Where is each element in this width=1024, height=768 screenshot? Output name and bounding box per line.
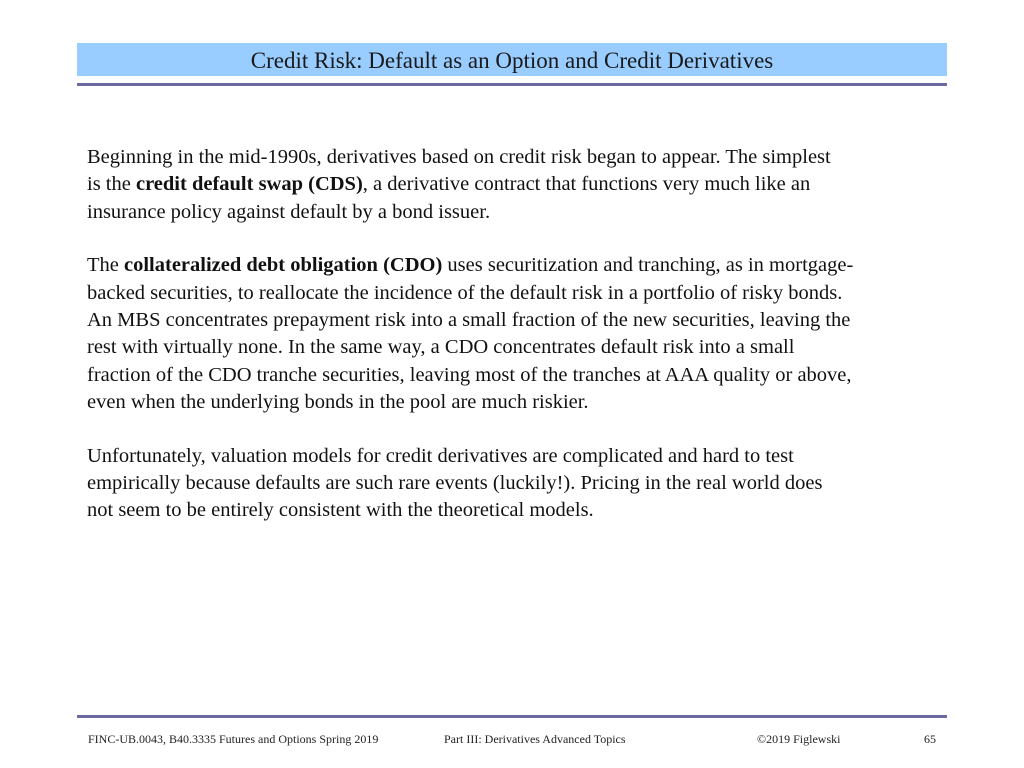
text-line: Unfortunately, valuation models for credit derivatives are complicated and hard to test bbox=[87, 444, 794, 467]
slide-title-bar bbox=[77, 43, 947, 76]
text-line: backed securities, to reallocate the incidence of the default risk in a portfolio of risky bonds. bbox=[87, 281, 843, 304]
footer-course: FINC-UB.0043, B40.3335 Futures and Options Spring 2019 bbox=[88, 732, 379, 746]
text-line: Beginning in the mid-1990s, derivatives based on credit risk began to appear. The simplest bbox=[87, 146, 831, 168]
text-line: rest with virtually none. In the same way, a CDO concentrates default risk into a small bbox=[87, 336, 795, 359]
slide-title: Credit Risk: Default as an Option and Credit Derivatives bbox=[250, 47, 774, 73]
paragraph-cdo bbox=[87, 252, 947, 416]
text-line: empirically because defaults are such rare events (luckily!). Pricing in the real world does bbox=[87, 472, 823, 495]
text-line: even when the underlying bonds in the pool are much riskier. bbox=[87, 391, 589, 414]
term-cdo: collateralized debt obligation (CDO) bbox=[124, 254, 443, 277]
footer-divider bbox=[77, 715, 947, 718]
term-cds: credit default swap (CDS) bbox=[135, 173, 363, 196]
slide-body bbox=[87, 144, 947, 551]
paragraph-valuation bbox=[87, 443, 947, 525]
text-line: insurance policy against default by a bond issuer. bbox=[87, 200, 491, 223]
footer-page-number: 65 bbox=[924, 732, 936, 746]
text-line: is the credit default swap (CDS), a derivative contract that functions very much like an bbox=[87, 173, 811, 196]
text-line: The collateralized debt obligation (CDO) uses securitization and tranching, as in mortgage- bbox=[87, 254, 854, 277]
text-line: not seem to be entirely consistent with the theoretical models. bbox=[87, 499, 594, 522]
footer-copyright: ©2019 Figlewski bbox=[757, 732, 841, 746]
text-line: An MBS concentrates prepayment risk into a small fraction of the new securities, leaving the bbox=[87, 309, 851, 332]
paragraph-cds bbox=[87, 144, 947, 226]
title-divider bbox=[77, 83, 947, 86]
text-line: fraction of the CDO tranche securities, leaving most of the tranches at AAA quality or above, bbox=[87, 363, 852, 386]
footer-part: Part III: Derivatives Advanced Topics bbox=[444, 732, 626, 746]
